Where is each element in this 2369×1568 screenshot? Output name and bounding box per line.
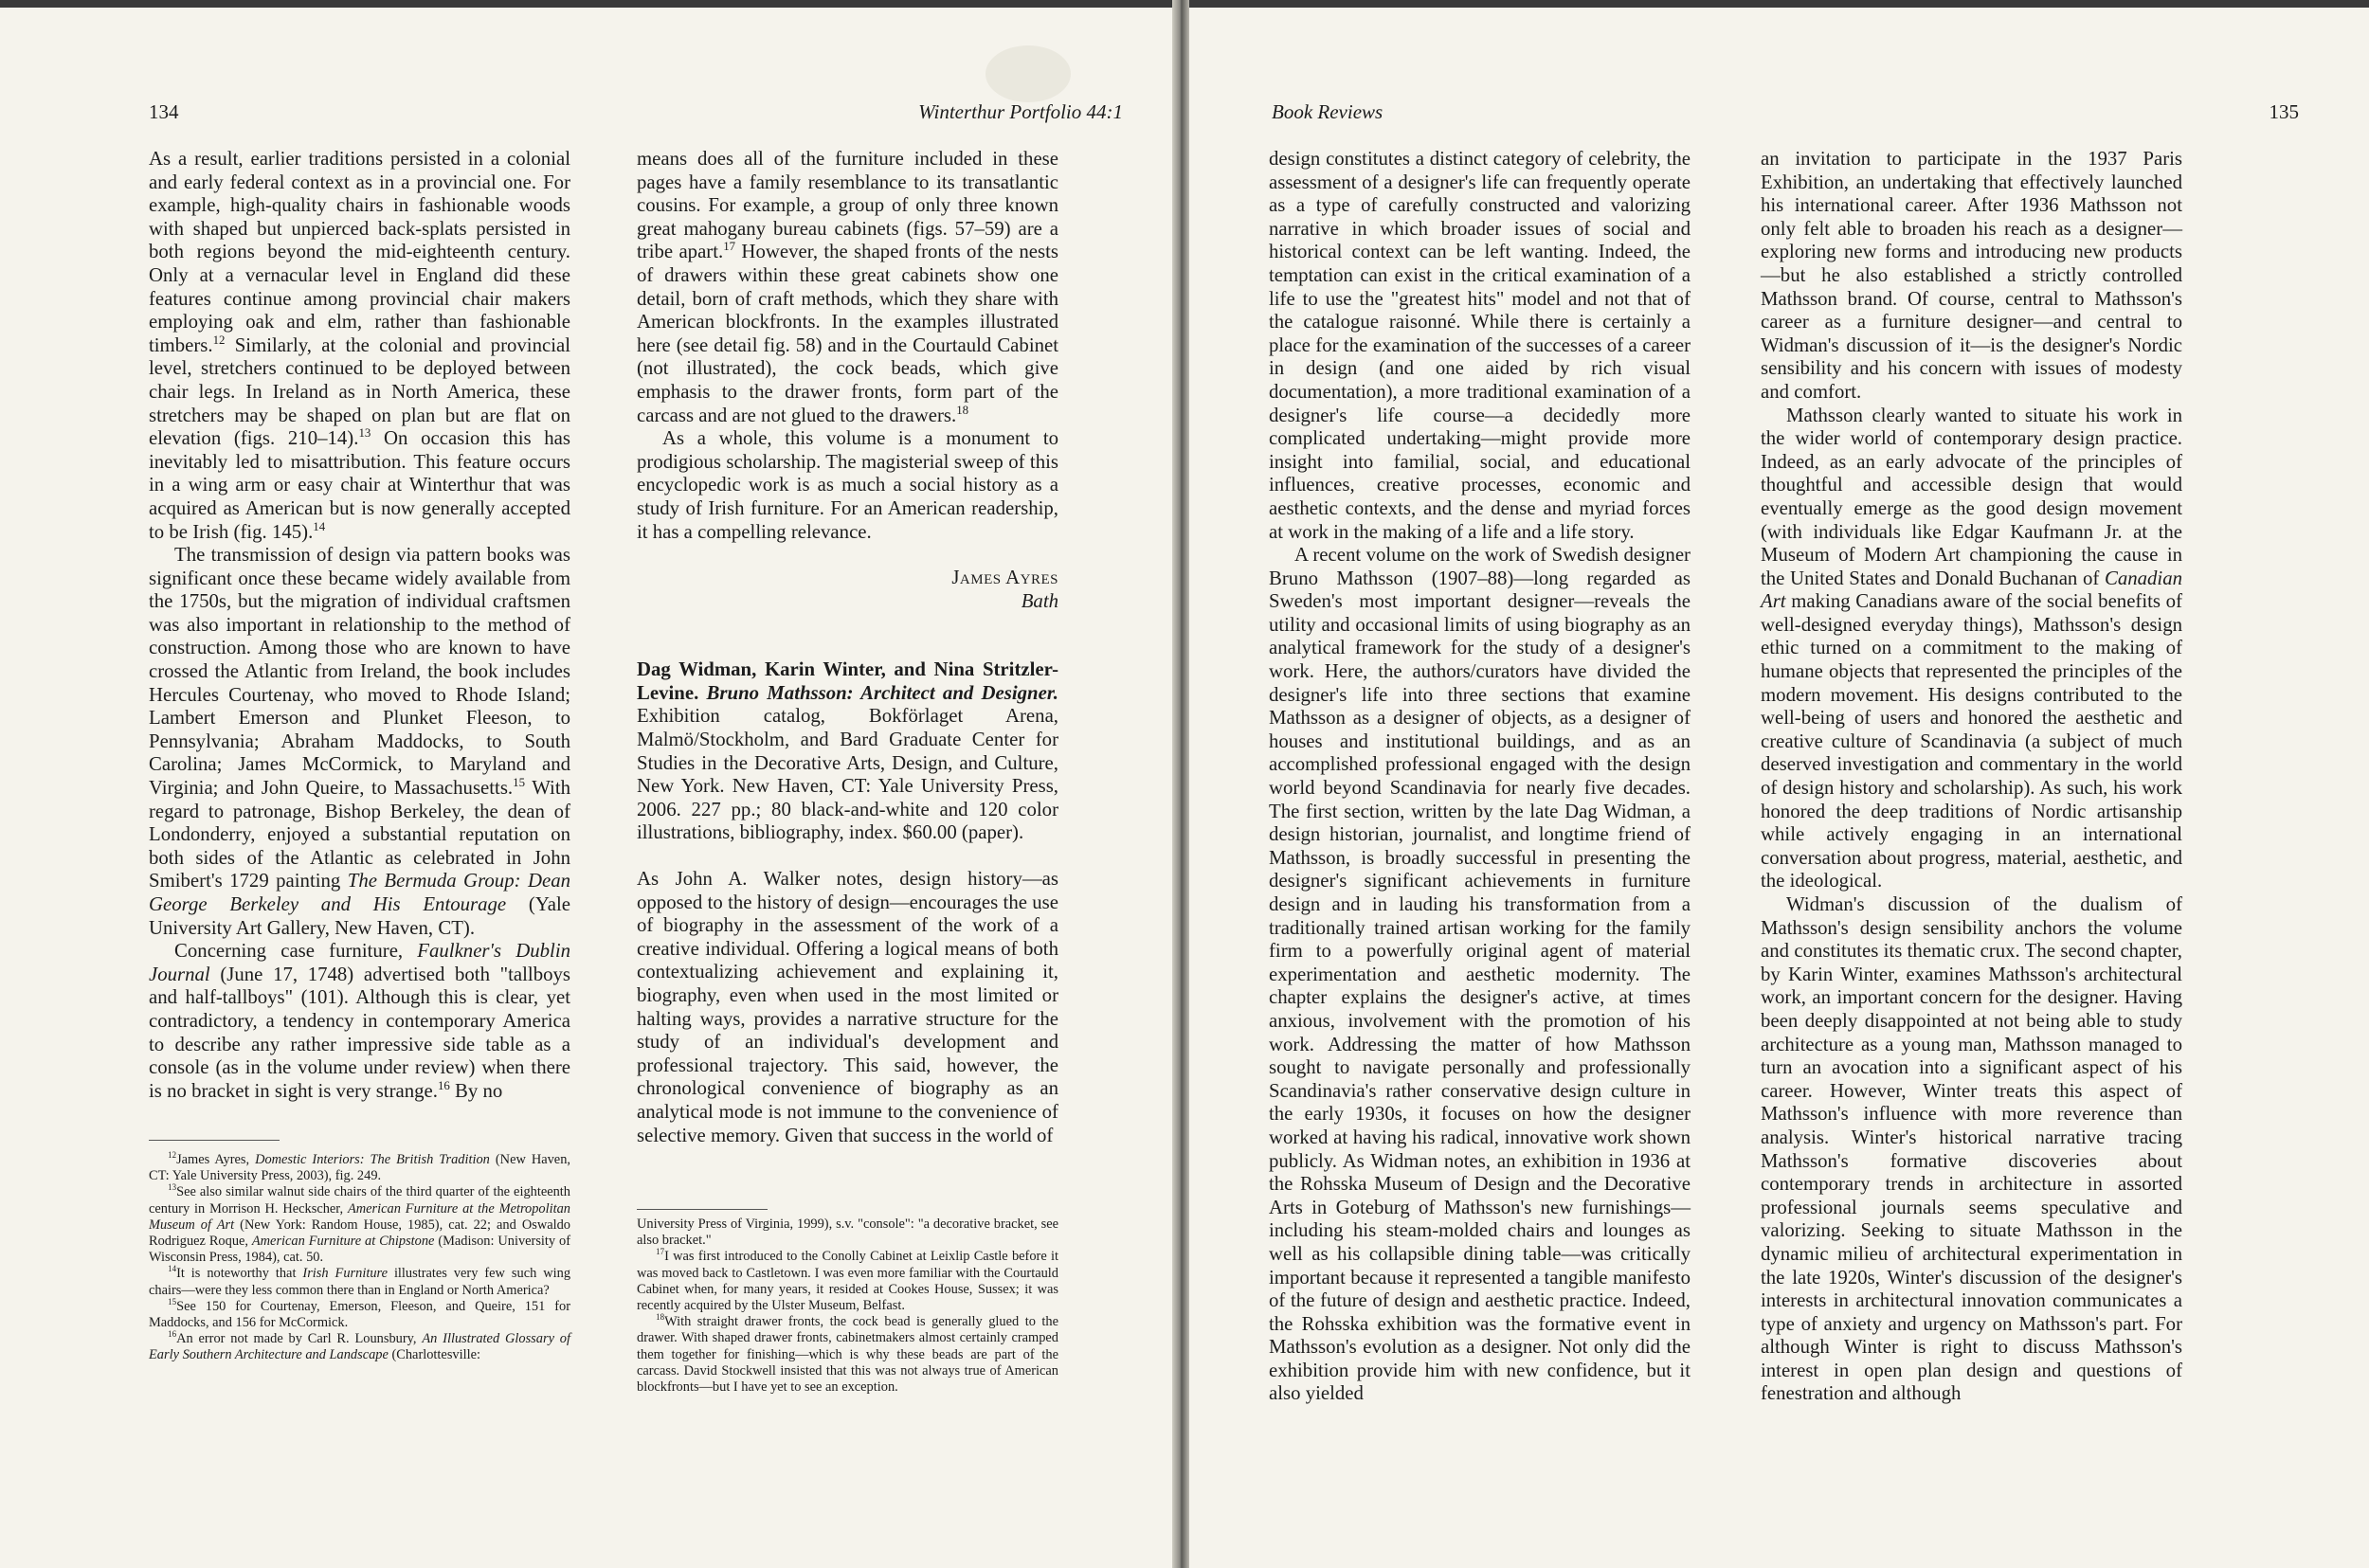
paragraph: design constitutes a distinct category of celebrity, the assessment of a designer's life can frequently operate as a type of carefully constructed and valorizing narrative in which broader issues of social and historical context can be left wanting. Indeed, the temptation can exist in the critical examination of a life to use the "greatest hits" model and not that of the catalogue raisonné. While there is certainly a place for the examination of the successes of a career in design (and one aided by rich visual documentation), a more traditional examination of a designer's life course—a decidedly more complicated undertaking—might provide more insight into familial, social, and educational influences, creative processes, economic and aesthetic contexts, and the dense and myriad forces at work in the making of a life and a life story. <box>1269 148 1691 543</box>
footnote: $^{12}$James Ayres, Domestic Interiors: The British Tradition (New Haven, CT: Yale University Press, 2003), fig. 249. <box>149 1150 570 1184</box>
paragraph: Widman's discussion of the dualism of Mathsson's design sensibility anchors the volume and constitutes its thematic crux. The second chapter, by Karin Winter, examines Mathsson's architectural work, an important concern for the designer. Having been deeply disappointed at not being able to study architecture as a young man, Mathsson managed to turn an avocation into a significant aspect of his career. However, Winter treats this aspect of Mathsson's influence with more reverence than analysis. Winter's historical narrative tracing Mathsson's formative discoveries about contemporary trends in architecture in assorted professional journals seems speculative and valorizing. Seeking to situate Mathsson in the dynamic milieu of architectural experimentation in the late 1920s, Winter's discussion of the designer's interests in architectural innovation communicates a type of anxiety and urgency on Mathsson's part. For although Winter is right to discuss Mathsson's interest in open plan design and questions of fenestration and although <box>1761 893 2182 1405</box>
paragraph: Mathsson clearly wanted to situate his work in the wider world of contemporary design practice. Indeed, as an early advocate of the principles of thoughtful and accessible design that would eventually emerge as the good design movement (with individuals like Edgar Kaufmann Jr. at the Museum of Modern Art championing the cause in the United States and Donald Buchanan of Canadian Art making Canadians aware of the social benefits of well-designed everyday things), Mathsson's design ethic turned on a commitment to the making of humane objects that represented the principles of the modern movement. His designs contributed to the well-being of users and honored the aesthetic and creative culture of Scandinavia (a subject of much deserved investigation and commentary in the world of design history and scholarship). As such, his work honored the deep traditions of Nordic artisanship while actively engaging in an international conversation about progress, material, aesthetic, and the ideological. <box>1761 404 2182 892</box>
footnote: $^{15}$See 150 for Courtenay, Emerson, Fleeson, and Queire, 151 for Maddocks, and 156 for McCormick. <box>149 1297 570 1331</box>
reviewer-name: James Ayres <box>951 567 1058 589</box>
footnote: $^{17}$I was first introduced to the Conolly Cabinet at Leixlip Castle before it was moved back to Castletown. I was even more familiar with the Courtauld Cabinet when, for many years, it resided at Cookes House, Sussex; it was recently acquired by the Ulster Museum, Belfast. <box>637 1247 1058 1314</box>
paragraph: A recent volume on the work of Swedish designer Bruno Mathsson (1907–88)—long regarded as Sweden's most important designer—reveals the utility and occasional limits of using biography as an analytical framework for the study of a designer's work. Here, the authors/curators have divided the designer's life into three sections that examine Mathsson as a designer of objects, as a designer of houses and institutional buildings, and as an accomplished professional engaged with the design world beyond Scandinavia for nearly five decades. The first section, written by the late Dag Widman, a design historian, journalist, and longtime friend of Mathsson, is broadly successful in presenting the designer's significant achievements in furniture design and in lauding his transformation from a traditionally trained artisan working for the family firm to a powerfully original agent of material experimentation and aesthetic modernity. The chapter explains the designer's active, at times anxious, involvement with the promotion of his work. Addressing the matter of how Mathsson sought to navigate personally and professionally Scandinavia's rather conservative design culture in the early 1930s, it focuses on how the designer worked at having his radical, innovative work shown publicly. As Widman notes, an exhibition in 1936 at the Rohsska Museum of Design and the Decorative Arts in Goteburg of Mathsson's new furnishings—including his steam-molded chairs and lounges as well as his collapsible dining table—was critically important because it represented a tangible manifesto of the future of design and aesthetic practice. Indeed, the Rohsska exhibition was the formative event in Mathsson's evolution as a designer. Not only did the exhibition provide him with new confidence, but it also yielded <box>1269 544 1691 1405</box>
page-number: 134 <box>149 100 179 123</box>
left-page <box>0 8 1172 1568</box>
paper-stain <box>986 45 1071 102</box>
running-head: Book Reviews <box>1272 100 1383 123</box>
page-number: 135 <box>2269 100 2299 123</box>
footnotes-left-2 <box>637 1217 1058 1396</box>
paragraph: As a result, earlier traditions persisted in a colonial and early federal context as in a provincial one. For example, high-quality chairs in fashionable woods with shaped but unpierced back-splats persisted in both regions beyond the mid-eighteenth century. Only at a vernacular level in England did these features continue among provincial chair makers employing oak and elm, rather than fashionable timbers.$^{12}$ Similarly, at the colonial and provincial level, stretchers continued to be deployed between chair legs. In Ireland as in North America, these stretchers may be shaped on plan but are flat on elevation (figs. 210–14).$^{13}$ On occasion this has inevitably led to misattribution. This feature occurs in a wing arm or easy chair at Winterthur that was acquired as American but is now generally accepted to be Irish (fig. 145).$^{14}$ <box>149 148 570 543</box>
right-column-2 <box>1761 148 2182 1406</box>
left-column-2 <box>637 148 1058 1147</box>
footnote: $^{14}$It is noteworthy that Irish Furniture illustrates very few such wing chairs—were they less common there than in England or North America? <box>149 1264 571 1298</box>
left-column-1 <box>149 148 570 1103</box>
paragraph: means does all of the furniture included in these pages have a family resemblance to its transatlantic cousins. For example, a group of only three known great mahogany bureau cabinets (figs. 57–59) are a tribe apart.$^{17}$ However, the shaped fronts of the nests of drawers within these great cabinets show one detail, born of craft methods, which they share with American blockfronts. In the examples illustrated here (see detail fig. 58) and in the Courtauld Cabinet (not illustrated), the cock beads, which give emphasis to the drawer fronts, form part of the carcass and are not glued to the drawers.$^{18}$ <box>637 148 1059 426</box>
paragraph: As a whole, this volume is a monument to prodigious scholarship. The magisterial sweep of this encyclopedic work is as much a social history as a study of Irish furniture. For an American readership, it has a compelling relevance. <box>637 427 1058 543</box>
right-page <box>1189 8 2369 1568</box>
footnote: $^{18}$With straight drawer fronts, the cock bead is generally glued to the drawer. With shaped drawer fronts, cabinetmakers almost certainly cramped them together for finishing—which is why these beads are part of the carcass. David Stockwell insisted that this was not always true of American blockfronts—but I have yet to see an exception. <box>637 1312 1058 1396</box>
reviewer-location: Bath <box>1021 589 1058 612</box>
footnote-rule <box>149 1140 280 1141</box>
footnote: $^{13}$See also similar walnut side chairs of the third quarter of the eighteenth century in Morrison H. Heckscher, American Furniture at the Metropolitan Museum of Art (New York: Random House, 1985), cat. 22; and Oswaldo Rodriguez Roque, American Furniture at Chipstone (Madison: University of Wisconsin Press, 1984), cat. 50. <box>149 1182 571 1266</box>
footnote-rule <box>637 1209 768 1210</box>
paragraph: Concerning case furniture, Faulkner's Dublin Journal (June 17, 1748) advertised both "tallboys and half-tallboys" (101). Although this is clear, yet contradictory, a tendency in contemporary America to describe any rather impressive side table as a console (as in the volume under review) when there is no bracket in sight is very strange.$^{16}$ By no <box>149 940 570 1102</box>
paragraph: The transmission of design via pattern books was significant once these became widely available from the 1750s, but the migration of individual craftsmen was also important in relationship to the method of construction. Among those who are known to have crossed the Atlantic from Ireland, the book includes Hercules Courtenay, who moved to Rhode Island; Lambert Emerson and Plunket Fleeson, to Pennsylvania; Abraham Maddocks, to South Carolina; James McCormick, to Maryland and Virginia; and John Queire, to Massachusetts.$^{15}$ With regard to patronage, Bishop Berkeley, the dean of Londonderry, enjoyed a substantial reputation on both sides of the Atlantic as celebrated in John Smibert's 1729 painting The Bermuda Group: Dean George Berkeley and His Entourage (Yale University Art Gallery, New Haven, CT). <box>149 544 571 939</box>
book-gutter <box>1172 0 1189 1568</box>
footnote: $^{16}$An error not made by Carl R. Lounsbury, An Illustrated Glossary of Early Southern Architecture and Landscape (Charlottesville: <box>149 1329 570 1363</box>
footnotes-left <box>149 1152 570 1364</box>
paragraph: As John A. Walker notes, design history—as opposed to the history of design—encourages the use of biography in the assessment of the work of a creative individual. Offering a logical means of both contextualizing achievement and explaining it, biography, even when used in the most limited or halting ways, provides a narrative structure for the study of an individual's development and professional trajectory. This said, however, the chronological convenience of biography as an analytical mode is not immune to the convenience of selective memory. Given that success in the world of <box>637 868 1058 1146</box>
right-column-1 <box>1269 148 1691 1406</box>
footnote: University Press of Virginia, 1999), s.v. "console": "a decorative bracket, see also bracket." <box>637 1217 1058 1249</box>
paragraph: an invitation to participate in the 1937 Paris Exhibition, an undertaking that effectively launched his international career. After 1936 Mathsson not only felt able to broaden his reach as a designer—exploring new forms and introducing new products—but he also established a strictly controlled Mathsson brand. Of course, central to Mathsson's career as a furniture designer—and central to Widman's discussion of it—is the designer's Nordic sensibility and his concern with issues of modesty and comfort. <box>1761 148 2182 403</box>
review-citation: Dag Widman, Karin Winter, and Nina Stritzler-Levine. Bruno Mathsson: Architect and Designer. Exhibition catalog, Bokförlaget Arena, Malmö/Stockholm, and Bard Graduate Center for Studies in the Decorative Arts, Design, and Culture, New York. New Haven, CT: Yale University Press, 2006. 227 pp.; 80 black-and-white and 120 color illustrations, bibliography, index. $60.00 (paper). <box>637 658 1058 844</box>
running-head: Winterthur Portfolio 44:1 <box>918 100 1123 123</box>
